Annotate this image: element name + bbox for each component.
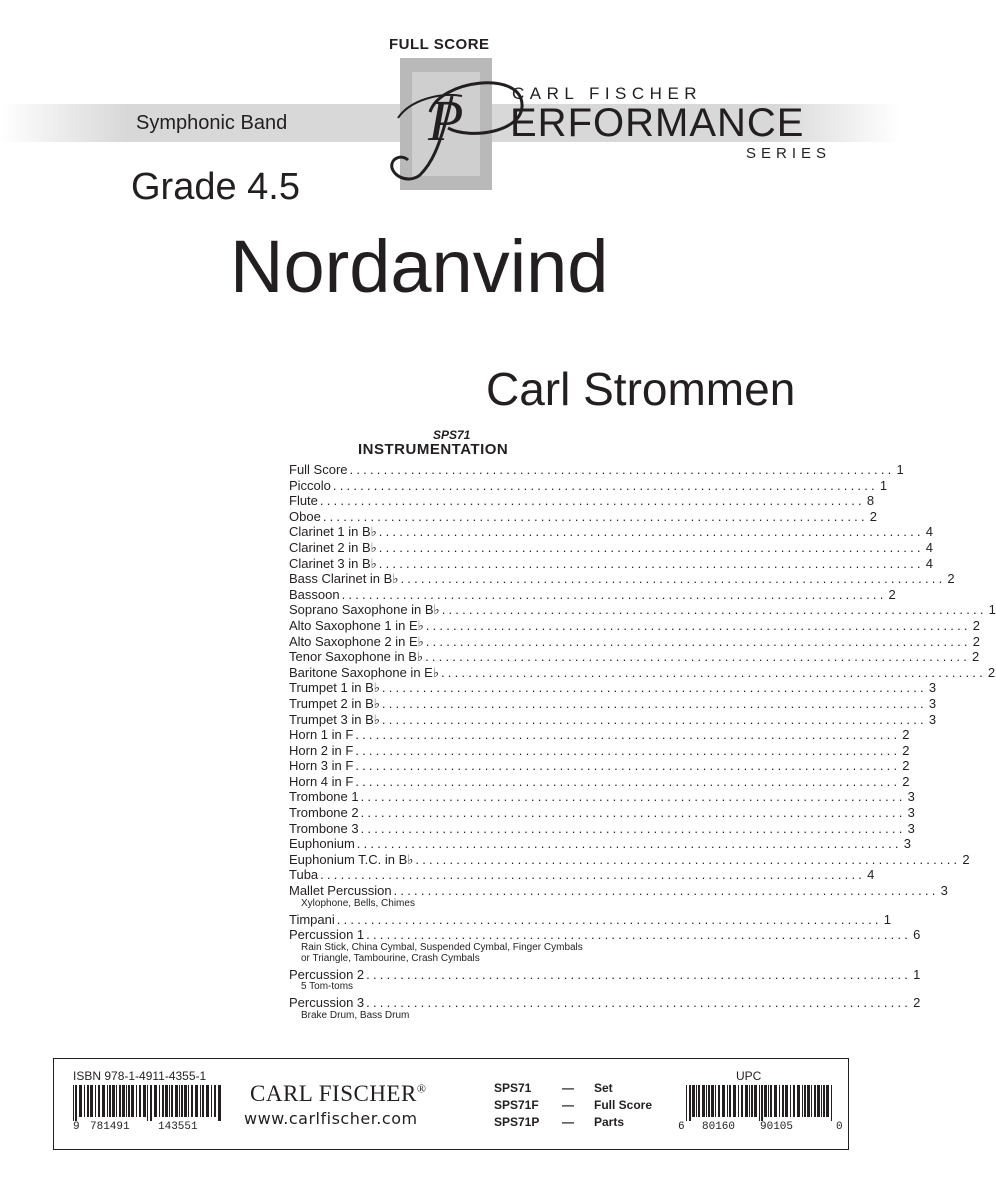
leader-dots: ................................................................................ — [415, 851, 961, 867]
instrument-quantity: 2 — [987, 664, 996, 680]
barcode-bar — [171, 1085, 173, 1117]
barcode-bar — [128, 1085, 130, 1117]
leader-dots: ................................................................................ — [381, 695, 927, 711]
instrument-row — [289, 602, 996, 618]
barcode-bar — [722, 1085, 725, 1117]
leader-dots: ................................................................................ — [355, 773, 901, 789]
barcode-bar — [191, 1085, 193, 1117]
barcode-bar — [211, 1085, 212, 1117]
barcode-bar — [181, 1085, 183, 1117]
instrument-name: Bass Clarinet in B♭ — [289, 571, 399, 587]
instrument-quantity: 4 — [925, 555, 933, 571]
barcode-bar — [206, 1085, 209, 1117]
leader-dots: ................................................................................ — [425, 649, 971, 665]
instrument-quantity: 2 — [962, 851, 970, 867]
barcode-bar — [116, 1085, 117, 1117]
barcode-bar — [770, 1085, 772, 1117]
leader-dots: ................................................................................ — [355, 758, 901, 774]
instrument-quantity: 2 — [902, 727, 910, 743]
instrument-row — [289, 789, 915, 805]
instrument-name: Trombone 1 — [289, 789, 359, 805]
instrument-name: Mallet Percussion — [289, 883, 392, 899]
barcode-bar — [802, 1085, 803, 1117]
instrument-quantity: 2 — [972, 617, 980, 633]
instrument-name: Oboe — [289, 508, 321, 524]
instrument-name: Flute — [289, 493, 318, 509]
instrument-name: Tuba — [289, 867, 319, 883]
instrument-quantity: 3 — [903, 836, 911, 852]
barcode-bar — [214, 1085, 216, 1117]
leader-dots: ................................................................................ — [381, 711, 927, 727]
instrument-row — [289, 539, 933, 556]
instrument-name: Trumpet 3 in B♭ — [289, 711, 380, 727]
instrument-quantity: 2 — [869, 508, 877, 524]
barcode-bar — [159, 1085, 160, 1117]
score-type-label: FULL SCORE — [389, 36, 490, 53]
barcode-bar — [831, 1085, 832, 1121]
instrument-name: Bassoon — [289, 586, 340, 602]
barcode-bar — [73, 1085, 74, 1121]
product-codes — [494, 1081, 652, 1132]
barcode-bar — [175, 1085, 178, 1117]
instrument-row — [289, 571, 955, 587]
leader-dots: ................................................................................ — [440, 664, 986, 680]
product-label: Parts — [594, 1115, 625, 1129]
barcode-bar — [698, 1085, 700, 1117]
barcode-bar — [807, 1085, 810, 1117]
instrument-note: 5 Tom-toms — [301, 981, 354, 993]
instrument-name: Euphonium — [289, 836, 355, 852]
instrument-row — [289, 680, 937, 696]
instrument-quantity: 3 — [928, 695, 937, 711]
instrument-name: Alto Saxophone 2 in E♭ — [289, 633, 424, 649]
instrument-name: Clarinet 2 in B♭ — [289, 539, 377, 555]
instrument-name: Clarinet 1 in B♭ — [289, 524, 377, 540]
instrument-name: Alto Saxophone 1 in E♭ — [289, 617, 424, 633]
product-code: SPS71F — [494, 1098, 539, 1112]
instrument-row — [289, 758, 910, 774]
instrument-row — [289, 820, 915, 837]
instrument-row — [289, 805, 915, 821]
barcode-bar — [75, 1085, 77, 1121]
leader-dots: ................................................................................ — [332, 477, 878, 493]
isbn-barcode — [73, 1085, 223, 1121]
publisher-website[interactable]: www.carlfischer.com — [244, 1109, 418, 1128]
product-dash: — — [562, 1081, 574, 1095]
instrument-row — [289, 508, 877, 525]
leader-dots: ................................................................................ — [320, 867, 866, 883]
publisher-brand-text: CARL FISCHER — [250, 1081, 417, 1106]
leader-dots: ................................................................................ — [366, 927, 912, 943]
barcode-bar — [131, 1085, 134, 1117]
footer-box — [53, 1058, 849, 1150]
instrument-quantity: 1 — [883, 911, 891, 927]
barcode-bar — [188, 1085, 189, 1117]
instrument-name: Clarinet 3 in B♭ — [289, 555, 377, 571]
instrument-quantity: 3 — [907, 805, 915, 821]
barcode-bar — [107, 1085, 108, 1117]
upc-label: UPC — [736, 1069, 762, 1083]
product-label: Set — [594, 1081, 613, 1095]
barcode-bar — [768, 1085, 769, 1117]
instrument-quantity: 3 — [940, 883, 948, 899]
instrument-row — [289, 867, 875, 883]
leader-dots: ................................................................................ — [378, 555, 924, 571]
product-code: SPS71 — [494, 1081, 532, 1095]
instrument-quantity: 2 — [888, 586, 896, 602]
instrument-row — [289, 883, 948, 899]
barcode-bar — [779, 1085, 780, 1117]
barcode-bar — [702, 1085, 705, 1117]
instrument-name: Percussion 1 — [289, 927, 365, 943]
instrument-row — [289, 773, 910, 790]
ensemble-label: Symphonic Band — [136, 112, 288, 134]
series-subtitle: SERIES — [746, 145, 832, 162]
leader-dots: ................................................................................ — [341, 586, 887, 602]
leader-dots: ................................................................................ — [393, 883, 939, 899]
barcode-bar — [689, 1085, 691, 1121]
barcode-bar — [745, 1085, 748, 1117]
barcode-bar — [79, 1085, 82, 1117]
leader-dots: ................................................................................ — [378, 539, 924, 555]
instrument-name: Soprano Saxophone in B♭ — [289, 602, 440, 618]
instrument-row — [289, 851, 970, 868]
instrument-row — [289, 462, 904, 478]
barcode-bar — [741, 1085, 743, 1117]
barcode-bar — [817, 1085, 820, 1117]
barcode-bar — [706, 1085, 707, 1117]
instrument-name: Trombone 3 — [289, 820, 359, 836]
product-label: Full Score — [594, 1098, 653, 1112]
barcode-bar — [122, 1085, 125, 1117]
instrument-quantity: 2 — [902, 742, 910, 758]
instrument-name: Trumpet 2 in B♭ — [289, 695, 380, 711]
barcode-bar — [109, 1085, 111, 1117]
barcode-bar — [711, 1085, 714, 1117]
barcode-bar — [162, 1085, 164, 1117]
product-code: SPS71P — [494, 1115, 540, 1129]
instrument-row — [289, 555, 933, 572]
barcode-bar — [102, 1085, 105, 1117]
barcode-bar — [179, 1085, 180, 1117]
instrument-quantity: 2 — [913, 995, 921, 1011]
upc-digits-mid: 80160 — [702, 1121, 736, 1133]
instrument-quantity: 1 — [896, 462, 904, 477]
instrument-quantity: 2 — [972, 649, 980, 665]
leader-dots: ................................................................................ — [366, 995, 912, 1011]
barcode-bar — [708, 1085, 710, 1117]
barcode-bar — [729, 1085, 731, 1117]
instrument-quantity: 3 — [928, 711, 937, 727]
product-code-row — [494, 1115, 652, 1132]
barcode-bar — [826, 1085, 829, 1117]
barcode-bar — [696, 1085, 697, 1117]
barcode-bar — [154, 1085, 157, 1117]
leader-dots: ................................................................................ — [378, 524, 924, 540]
instrument-quantity: 1 — [988, 602, 996, 618]
instrument-name: Trumpet 1 in B♭ — [289, 680, 380, 696]
catalog-number: SPS71 — [433, 428, 471, 442]
barcode-bar — [823, 1085, 825, 1117]
instrument-note: Xylophone, Bells, Chimes — [301, 897, 415, 909]
instrument-name: Timpani — [289, 911, 335, 927]
upc-digits-right: 90105 — [760, 1121, 794, 1133]
grade-label: Grade 4.5 — [131, 166, 300, 208]
barcode-bar — [200, 1085, 201, 1117]
instrument-row — [289, 617, 980, 634]
instrument-quantity: 8 — [866, 493, 875, 509]
barcode-bar — [686, 1085, 687, 1121]
instrument-quantity: 3 — [928, 680, 937, 696]
leader-dots: ................................................................................ — [425, 633, 971, 649]
instrument-quantity: 3 — [907, 820, 915, 836]
instrumentation-heading: INSTRUMENTATION — [358, 441, 509, 458]
instrument-row — [289, 664, 996, 681]
instrument-row — [289, 836, 911, 852]
leader-dots: ................................................................................ — [381, 680, 927, 696]
instrument-name: Baritone Saxophone in E♭ — [289, 664, 439, 680]
barcode-bar — [749, 1085, 750, 1117]
barcode-bar — [811, 1085, 812, 1117]
barcode-bar — [136, 1085, 137, 1117]
leader-dots: ................................................................................ — [360, 805, 906, 821]
instrument-name: Percussion 3 — [289, 995, 365, 1011]
instrument-name: Horn 3 in F — [289, 758, 354, 774]
series-publisher: CARL FISCHER — [512, 84, 703, 103]
instrument-quantity: 1 — [879, 477, 888, 493]
barcode-bar — [98, 1085, 100, 1117]
barcode-bar — [165, 1085, 168, 1117]
series-name: ERFORMANCE — [510, 101, 805, 145]
instrument-quantity: 2 — [902, 773, 910, 789]
composer-name: Carl Strommen — [486, 363, 796, 415]
barcode-bar — [782, 1085, 784, 1117]
leader-dots: ................................................................................ — [336, 911, 882, 927]
instrument-quantity: 3 — [907, 789, 915, 805]
product-dash: — — [562, 1115, 574, 1129]
barcode-bar — [143, 1085, 146, 1117]
barcode-bar — [759, 1085, 760, 1121]
leader-dots: ................................................................................ — [319, 493, 865, 509]
barcode-bar — [195, 1085, 198, 1117]
barcode-bar — [715, 1085, 716, 1117]
barcode-bar — [169, 1085, 170, 1117]
publisher-brand — [250, 1081, 426, 1107]
instrument-quantity: 4 — [925, 524, 933, 540]
leader-dots: ................................................................................ — [355, 742, 901, 758]
leader-dots: ................................................................................ — [360, 789, 906, 805]
product-dash: — — [562, 1098, 574, 1112]
leader-dots: ................................................................................ — [360, 820, 906, 836]
instrument-name: Horn 4 in F — [289, 773, 354, 789]
instrument-quantity: 2 — [947, 571, 955, 587]
barcode-bar — [793, 1085, 795, 1117]
barcode-bar — [718, 1085, 720, 1117]
barcode-bar — [733, 1085, 736, 1117]
barcode-bar — [774, 1085, 777, 1117]
upc-digit-end: 0 — [836, 1121, 843, 1133]
instrument-quantity: 2 — [902, 758, 910, 774]
barcode-bar — [87, 1085, 89, 1117]
barcode-bar — [785, 1085, 788, 1117]
instrument-quantity: 4 — [925, 539, 933, 555]
barcode-bar — [84, 1085, 85, 1117]
instrument-quantity: 6 — [913, 927, 921, 943]
barcode-bar — [95, 1085, 96, 1117]
instrument-row — [289, 911, 891, 928]
leader-dots: ................................................................................ — [356, 836, 902, 852]
instrument-row — [289, 727, 910, 743]
barcode-bar — [814, 1085, 816, 1117]
instrument-row — [289, 586, 896, 603]
upc-barcode — [686, 1085, 834, 1121]
barcode-bar — [797, 1085, 800, 1117]
instrument-name: Tenor Saxophone in B♭ — [289, 649, 424, 665]
leader-dots: ................................................................................ — [366, 966, 912, 982]
leader-dots: ................................................................................ — [349, 462, 895, 477]
product-code-row — [494, 1081, 652, 1098]
barcode-bar — [790, 1085, 791, 1117]
instrument-quantity: 4 — [867, 867, 875, 883]
instrument-name: Horn 1 in F — [289, 727, 354, 743]
instrument-row — [289, 711, 937, 728]
barcode-bar — [112, 1085, 115, 1117]
leader-dots: ................................................................................ — [400, 571, 946, 587]
leader-dots: ................................................................................ — [355, 727, 901, 743]
instrument-quantity: 1 — [913, 966, 921, 982]
barcode-bar — [147, 1085, 148, 1121]
barcode-bar — [751, 1085, 753, 1117]
barcode-bar — [761, 1085, 763, 1121]
barcode-bar — [126, 1085, 127, 1117]
barcode-bar — [150, 1085, 152, 1121]
series-initial: P — [428, 88, 464, 153]
leader-dots: ................................................................................ — [425, 617, 971, 633]
instrument-name: Percussion 2 — [289, 966, 365, 982]
instrument-row — [289, 649, 980, 665]
barcode-bar — [218, 1085, 221, 1121]
barcode-bar — [119, 1085, 121, 1117]
registered-mark: ® — [416, 1081, 427, 1096]
leader-dots: ................................................................................ — [441, 602, 987, 618]
barcode-bar — [692, 1085, 695, 1117]
upc-digit-left: 6 — [678, 1121, 685, 1133]
instrument-row — [289, 995, 921, 1011]
instrument-row — [289, 927, 921, 943]
barcode-bar — [804, 1085, 806, 1117]
instrument-name: Euphonium T.C. in B♭ — [289, 851, 414, 867]
barcode-bar — [738, 1085, 739, 1117]
instrumentation-list — [289, 462, 996, 1024]
instrument-row — [289, 742, 910, 759]
barcode-bar — [139, 1085, 141, 1117]
barcode-bar — [184, 1085, 187, 1117]
instrument-name: Horn 2 in F — [289, 742, 354, 758]
barcode-bar — [821, 1085, 822, 1117]
instrument-row — [289, 966, 921, 983]
leader-dots: ................................................................................ — [322, 508, 868, 524]
instrument-note: Brake Drum, Bass Drum — [301, 1010, 410, 1021]
instrument-row — [289, 695, 937, 712]
instrument-row — [289, 524, 933, 540]
instrument-name: Piccolo — [289, 477, 331, 493]
barcode-bar — [727, 1085, 728, 1117]
instrument-name: Trombone 2 — [289, 805, 359, 821]
barcode-bar — [754, 1085, 757, 1117]
isbn-digits-mid: 781491 — [90, 1121, 130, 1133]
isbn-number: ISBN 978-1-4911-4355-1 — [73, 1069, 207, 1083]
product-code-row — [494, 1098, 652, 1115]
barcode-bar — [764, 1085, 767, 1117]
piece-title: Nordanvind — [230, 225, 609, 308]
isbn-digits-right: 143551 — [158, 1121, 198, 1133]
isbn-digit-left: 9 — [73, 1121, 80, 1133]
barcode-bar — [202, 1085, 204, 1117]
instrument-row — [289, 493, 875, 509]
instrument-row — [289, 633, 980, 650]
instrument-note: Rain Stick, China Cymbal, Suspended Cymbal, Finger Cymbals or Triangle, Tambourine, Crash Cymbals — [301, 941, 583, 964]
barcode-bar — [90, 1085, 93, 1117]
instrument-quantity: 2 — [972, 633, 980, 649]
instrument-name: Full Score — [289, 462, 348, 477]
instrument-row — [289, 477, 888, 494]
